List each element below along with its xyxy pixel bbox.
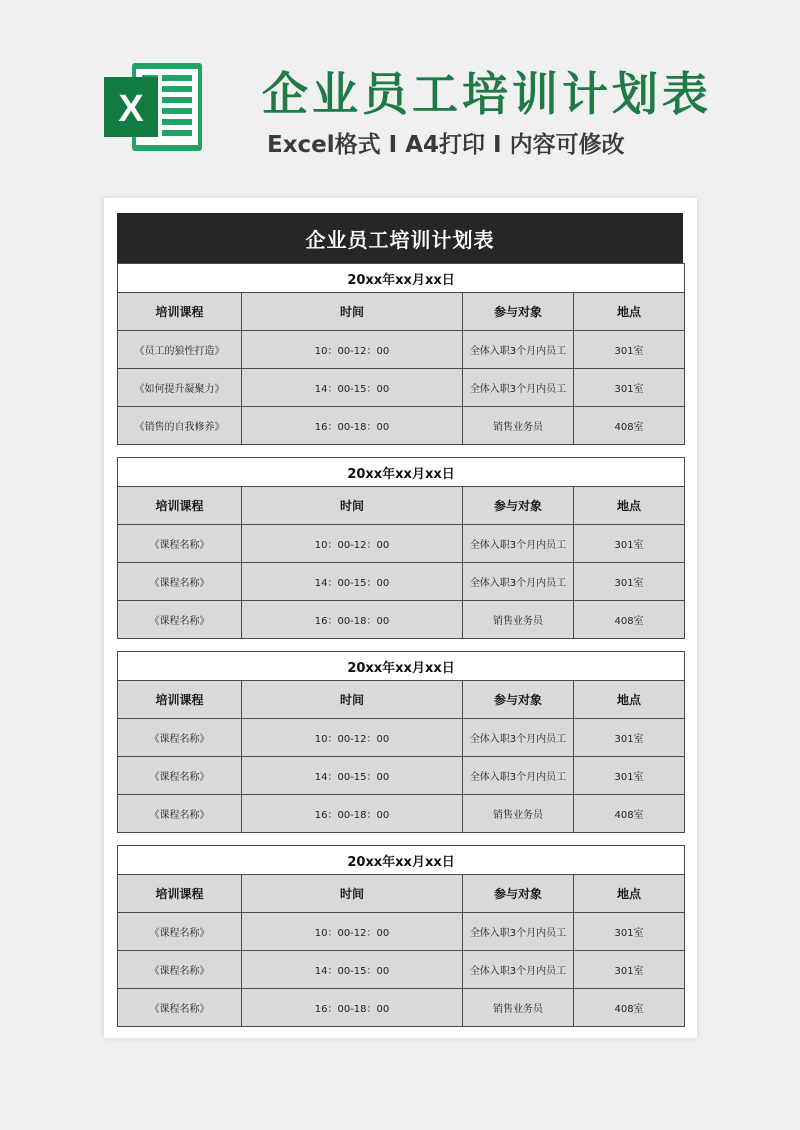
cell-time: 10：00-12：00: [242, 525, 463, 563]
cell-participants: 销售业务员: [463, 407, 574, 445]
table-row: [118, 407, 685, 445]
cell-location: 408室: [574, 601, 685, 639]
cell-course: 《销售的自我修养》: [118, 407, 242, 445]
table-row: [118, 369, 685, 407]
section-date: 20xx年xx月xx日: [118, 652, 685, 681]
cell-participants: 全体入职3个月内员工: [463, 563, 574, 601]
cell-participants: 全体入职3个月内员工: [463, 913, 574, 951]
cell-participants: 全体入职3个月内员工: [463, 525, 574, 563]
excel-logo-icon: [102, 57, 204, 157]
header-row: [118, 681, 685, 719]
cell-location: 408室: [574, 989, 685, 1027]
cell-location: 301室: [574, 757, 685, 795]
cell-course: 《课程名称》: [118, 563, 242, 601]
schedule-table: [117, 263, 685, 445]
cell-time: 10：00-12：00: [242, 913, 463, 951]
column-header-time: 时间: [242, 293, 463, 331]
cell-participants: 销售业务员: [463, 989, 574, 1027]
date-row: [118, 652, 685, 681]
table-row: [118, 525, 685, 563]
cell-time: 14：00-15：00: [242, 563, 463, 601]
cell-location: 408室: [574, 407, 685, 445]
sheet-banner-title: 企业员工培训计划表: [117, 213, 683, 263]
column-header-location: 地点: [574, 681, 685, 719]
page-header: [0, 0, 800, 190]
schedule-table: [117, 845, 685, 1027]
feature-format: Excel格式: [267, 132, 381, 158]
table-row: [118, 757, 685, 795]
column-header-location: 地点: [574, 487, 685, 525]
cell-course: 《课程名称》: [118, 757, 242, 795]
column-header-course: 培训课程: [118, 487, 242, 525]
table-row: [118, 951, 685, 989]
column-header-location: 地点: [574, 293, 685, 331]
cell-participants: 销售业务员: [463, 795, 574, 833]
page-title: 企业员工培训计划表: [262, 67, 712, 121]
table-row: [118, 719, 685, 757]
section-date: 20xx年xx月xx日: [118, 458, 685, 487]
cell-participants: 全体入职3个月内员工: [463, 331, 574, 369]
cell-course: 《课程名称》: [118, 601, 242, 639]
feature-separator: I: [388, 132, 398, 158]
table-row: [118, 563, 685, 601]
cell-course: 《课程名称》: [118, 719, 242, 757]
table-row: [118, 795, 685, 833]
cell-participants: 全体入职3个月内员工: [463, 719, 574, 757]
cell-course: 《课程名称》: [118, 795, 242, 833]
cell-time: 10：00-12：00: [242, 331, 463, 369]
cell-location: 301室: [574, 525, 685, 563]
column-header-time: 时间: [242, 875, 463, 913]
cell-location: 301室: [574, 719, 685, 757]
header-row: [118, 487, 685, 525]
feature-separator: I: [493, 132, 502, 158]
cell-location: 301室: [574, 369, 685, 407]
cell-time: 16：00-18：00: [242, 989, 463, 1027]
cell-time: 16：00-18：00: [242, 795, 463, 833]
cell-course: 《课程名称》: [118, 913, 242, 951]
cell-location: 301室: [574, 913, 685, 951]
cell-time: 14：00-15：00: [242, 951, 463, 989]
header-row: [118, 875, 685, 913]
table-row: [118, 601, 685, 639]
cell-time: 10：00-12：00: [242, 719, 463, 757]
cell-course: 《课程名称》: [118, 989, 242, 1027]
column-header-participants: 参与对象: [463, 487, 574, 525]
logo-letter: X: [118, 88, 144, 130]
feature-print: A4打印: [405, 132, 486, 158]
cell-course: 《如何提升凝聚力》: [118, 369, 242, 407]
column-header-participants: 参与对象: [463, 293, 574, 331]
cell-location: 301室: [574, 951, 685, 989]
cell-time: 14：00-15：00: [242, 369, 463, 407]
header-row: [118, 293, 685, 331]
schedule-table: [117, 651, 685, 833]
feature-editable: 内容可修改: [509, 132, 625, 158]
column-header-time: 时间: [242, 487, 463, 525]
cell-time: 16：00-18：00: [242, 407, 463, 445]
cell-course: 《员工的狼性打造》: [118, 331, 242, 369]
date-row: [118, 458, 685, 487]
column-header-time: 时间: [242, 681, 463, 719]
section-date: 20xx年xx月xx日: [118, 264, 685, 293]
table-row: [118, 331, 685, 369]
column-header-course: 培训课程: [118, 293, 242, 331]
cell-location: 301室: [574, 331, 685, 369]
cell-location: 408室: [574, 795, 685, 833]
column-header-participants: 参与对象: [463, 875, 574, 913]
cell-participants: 全体入职3个月内员工: [463, 951, 574, 989]
column-header-course: 培训课程: [118, 875, 242, 913]
table-row: [118, 989, 685, 1027]
column-header-location: 地点: [574, 875, 685, 913]
cell-time: 16：00-18：00: [242, 601, 463, 639]
section-date: 20xx年xx月xx日: [118, 846, 685, 875]
schedule-table: [117, 457, 685, 639]
cell-course: 《课程名称》: [118, 525, 242, 563]
cell-time: 14：00-15：00: [242, 757, 463, 795]
date-row: [118, 264, 685, 293]
cell-participants: 全体入职3个月内员工: [463, 757, 574, 795]
feature-line: [267, 126, 625, 159]
cell-participants: 全体入职3个月内员工: [463, 369, 574, 407]
cell-course: 《课程名称》: [118, 951, 242, 989]
column-header-course: 培训课程: [118, 681, 242, 719]
date-row: [118, 846, 685, 875]
cell-location: 301室: [574, 563, 685, 601]
table-row: [118, 913, 685, 951]
column-header-participants: 参与对象: [463, 681, 574, 719]
cell-participants: 销售业务员: [463, 601, 574, 639]
